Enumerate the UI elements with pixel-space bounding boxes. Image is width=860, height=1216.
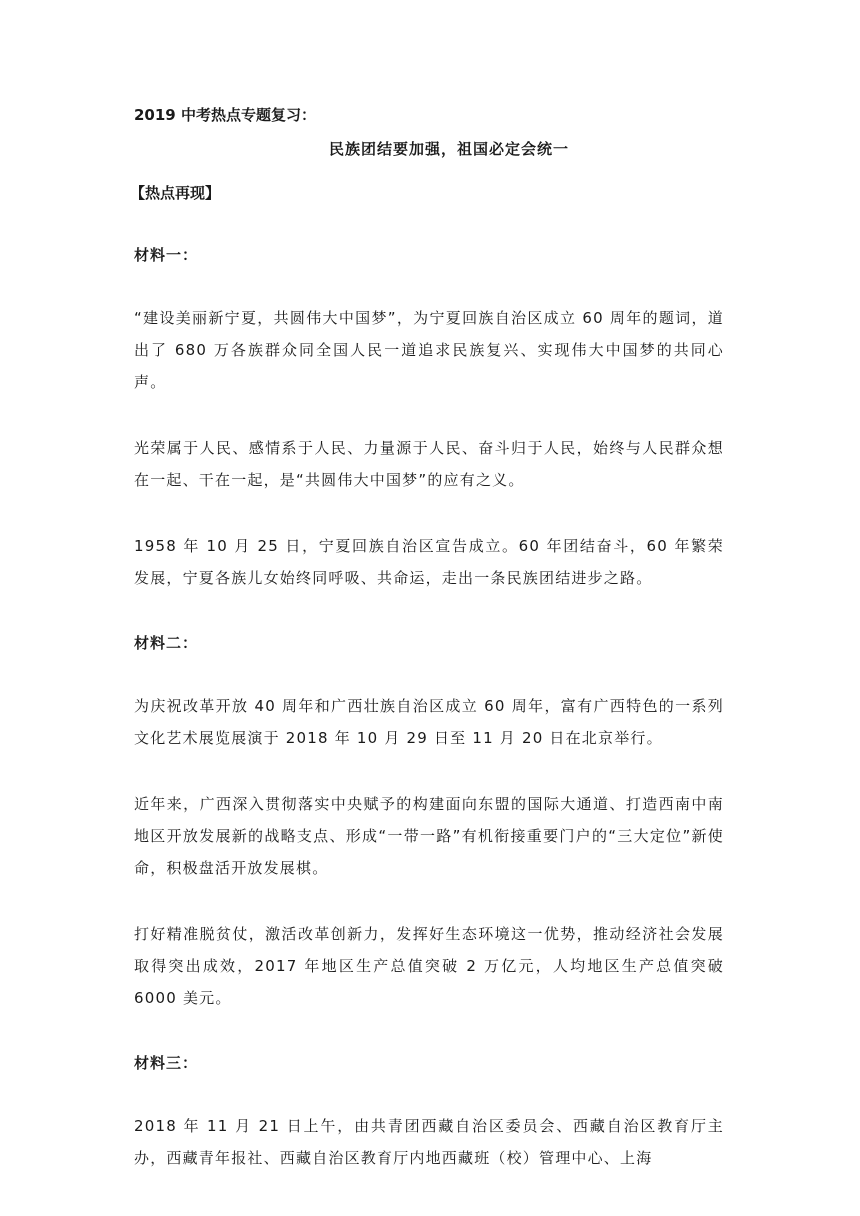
paragraph: “建设美丽新宁夏，共圆伟大中国梦”，为宁夏回族自治区成立 60 周年的题词，道出了 680 万各族群众同全国人民一道追求民族复兴、实现伟大中国梦的共同心声。 xyxy=(134,309,724,391)
paragraph: 打好精准脱贫仗，激活改革创新力，发挥好生态环境这一优势，推动经济社会发展取得突出成效，2017 年地区生产总值突破 2 万亿元，人均地区生产总值突破 6000 美元。 xyxy=(134,925,724,1007)
document-title: 2019 中考热点专题复习： xyxy=(134,106,316,124)
material-heading: 材料一： xyxy=(134,246,199,264)
section-heading: 【热点再现】 xyxy=(130,184,221,202)
paragraph: 光荣属于人民、感情系于人民、力量源于人民、奋斗归于人民，始终与人民群众想在一起、干在一起，是“共圆伟大中国梦”的应有之义。 xyxy=(134,439,724,489)
document-subtitle: 民族团结要加强，祖国必定会统一 xyxy=(328,140,569,158)
material-heading: 材料三： xyxy=(134,1054,199,1072)
paragraph: 为庆祝改革开放 40 周年和广西壮族自治区成立 60 周年，富有广西特色的一系列文化艺术展览展演于 2018 年 10 月 29 日至 11 月 20 日在北京举行。 xyxy=(134,697,724,747)
paragraph: 2018 年 11 月 21 日上午，由共青团西藏自治区委员会、西藏自治区教育厅主办，西藏青年报社、西藏自治区教育厅内地西藏班（校）管理中心、上海 xyxy=(134,1117,724,1167)
paragraph: 近年来，广西深入贯彻落实中央赋予的构建面向东盟的国际大通道、打造西南中南地区开放发展新的战略支点、形成“一带一路”有机衔接重要门户的“三大定位”新使命，积极盘活开放发展棋。 xyxy=(134,795,725,877)
paragraph: 1958 年 10 月 25 日，宁夏回族自治区宣告成立。60 年团结奋斗，60 年繁荣发展，宁夏各族儿女始终同呼吸、共命运，走出一条民族团结进步之路。 xyxy=(134,537,724,587)
document-body xyxy=(130,102,725,1174)
material-heading: 材料二： xyxy=(134,634,199,652)
